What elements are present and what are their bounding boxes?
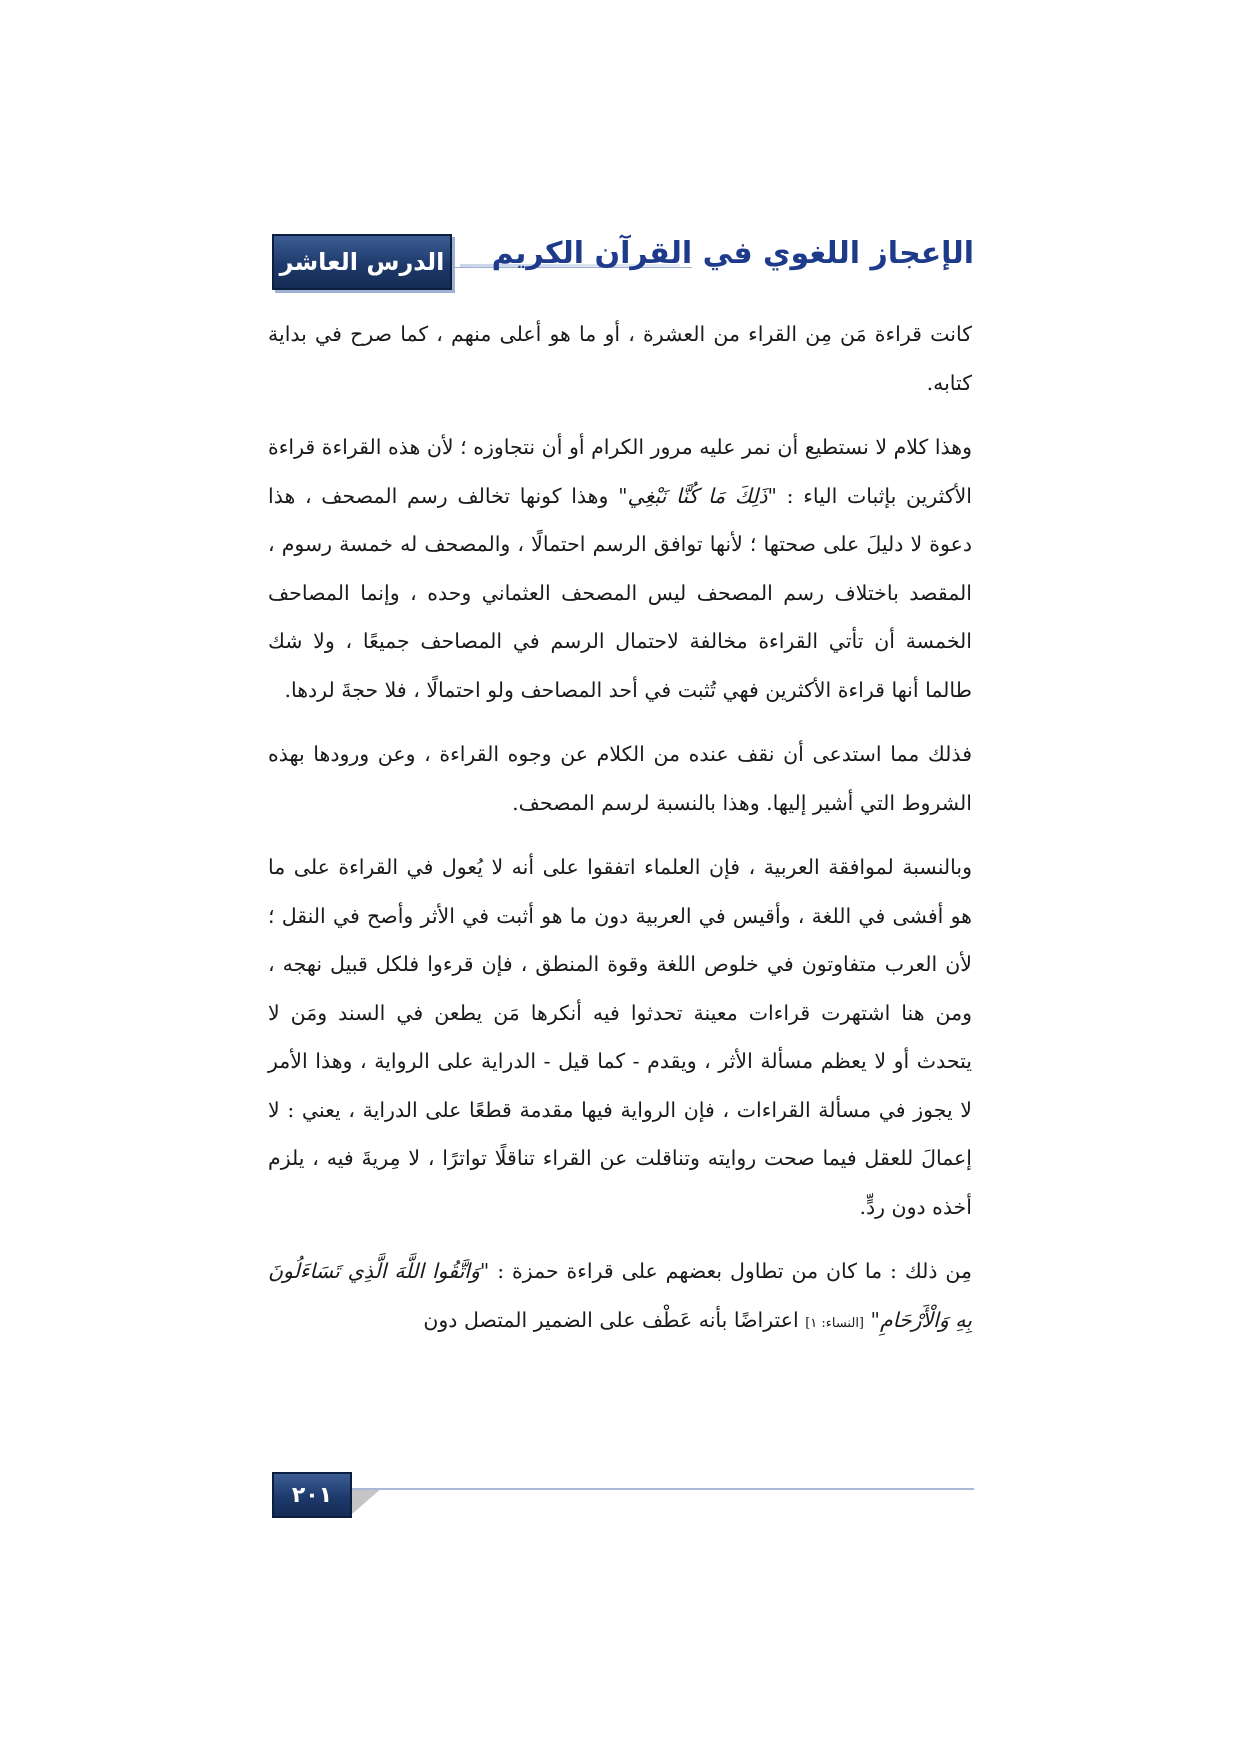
paragraph-5 [268,1247,972,1348]
page-header [272,234,974,290]
page-footer [272,1472,974,1518]
paragraph-1: كانت قراءة مَن مِن القراء من العشرة ، أو ما هو أعلى منهم ، كما صرح في بداية كتابه. [268,322,972,395]
paragraph-4: وبالنسبة لموافقة العربية ، فإن العلماء اتفقوا على أنه لا يُعول في القراءة على ما هو أفشى في اللغة ، وأقيس في العربية دون ما هو أثبت في الأثر وأصح في النقل ؛ لأن العرب متفاوتون في خلوص اللغة وقوة المنطق ، فإن قرءوا فلكل قبيل نهجه ، ومن هنا اشتهرت قراءات معينة تحدثوا فيه أنكرها مَن يطعن في السند ومَن لا يتحدث أو لا يعظم مسألة الأثر ، ويقدم - كما قيل - الدراية على الرواية ، وهذا الأمر لا يجوز في مسألة القراءات ، فإن الرواية فيها مقدمة قطعًا على الدراية ، يعني : لا إعمالَ للعقل فيما صحت روايته وتناقلت عن القراء تناقلًا تواترًا ، لا مِريةَ فيه ، يلزم أخذه دون ردٍّ. [268,855,972,1219]
book-title: الإعجاز اللغوي في القرآن الكريم [491,236,974,271]
paragraph-2-text-a: وهذا كلام لا نستطيع أن نمر عليه مرور الكرام أو أن نتجاوزه ؛ لأن هذه القراءة قراءة الأكثرين بإثبات الياء : [268,435,972,508]
paragraph-5-text-a: مِن ذلك : ما كان من تطاول بعضهم على قراءة حمزة : [489,1259,973,1283]
paragraph-3: فذلك مما استدعى أن نقف عنده من الكلام عن وجوه القراءة ، وعن ورودها بهذه الشروط التي أشير إليها. وهذا بالنسبة لرسم المصحف. [268,742,972,815]
page-number: ٢٠١ [272,1472,352,1518]
footer-decoration [352,1488,382,1514]
body-text [268,310,972,1364]
paragraph-2 [268,423,972,714]
quran-quote: "ذَلِكَ مَا كُنَّا نَبْغِي" [618,483,777,508]
verse-reference: [النساء: ١] [805,1315,865,1331]
paragraph-2-text-b: وهذا كونها تخالف رسم المصحف ، هذا دعوة لا دليلَ على صحتها ؛ لأنها توافق الرسم احتمالًا ، والمصحف له خمسة رسوم ، المقصد باختلاف رسم المصحف ليس المصحف العثماني وحده ، وإنما المصاحف الخمسة أن تأتي القراءة مخالفة لاحتمال الرسم في المصاحف جميعًا ، ولا شك طالما أنها قراءة الأكثرين فهي تُثبت في أحد المصاحف ولو احتمالًا ، فلا حجةَ لردها. [268,483,972,702]
paragraph-5-text-b: اعتراضًا بأنه عَطْف على الضمير المتصل دون [423,1307,806,1332]
footer-divider [352,1488,974,1490]
chapter-label: الدرس العاشر [272,234,452,290]
quran-quote: "وَاتَّقُوا اللَّهَ الَّذِي تَسَاءَلُونَ بِهِ وَالْأَرْحَامِ" [268,1259,972,1332]
